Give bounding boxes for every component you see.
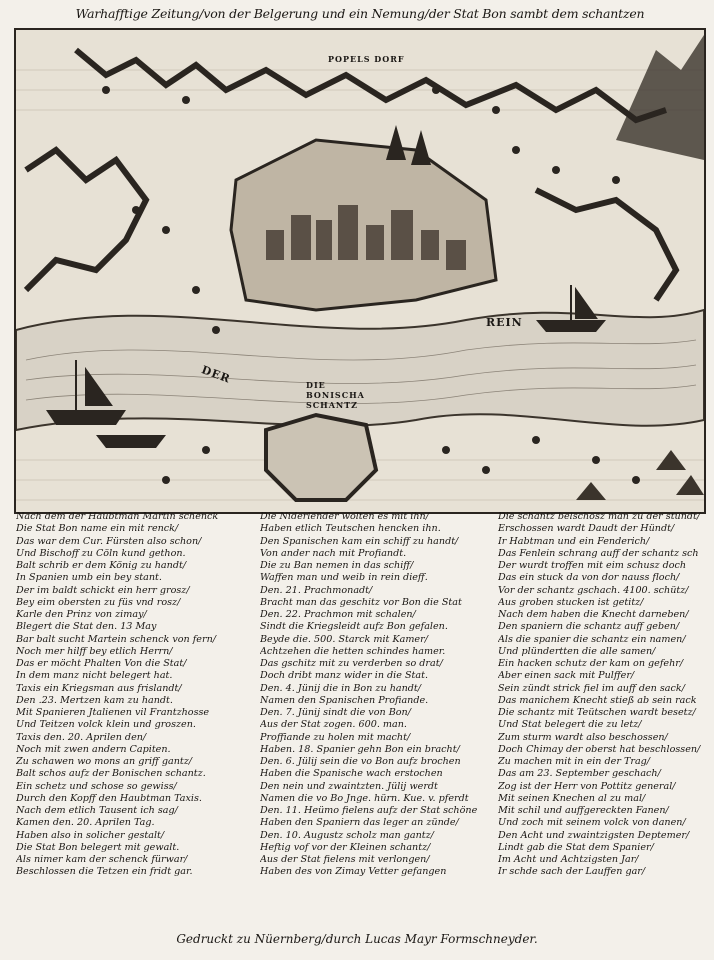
- verse-line: Im Acht und Achtzigsten Jar/: [498, 854, 639, 865]
- verse-line: Das er möcht Phalten Von die Stat/: [16, 658, 187, 669]
- label-river-right: REIN: [486, 316, 523, 329]
- printer-colophon: Gedruckt zu Nüernberg/durch Lucas Mayr Formschneyder.: [176, 932, 538, 946]
- verse-line: Die schantz mit Teütschen wardt besetz/: [498, 707, 696, 718]
- verse-line: Mit schil und auffgereckten Fanen/: [498, 805, 669, 816]
- verse-line: Doch dribt manz wider in die Stat.: [260, 670, 429, 682]
- verse-line: Den. 7. Jünij sindt die von Bon/: [260, 707, 411, 718]
- poem-text: [16, 511, 706, 921]
- verse-line: Namen die vo Bo Jnge. hürn. Kue. v. pferdt: [260, 792, 469, 804]
- verse-line: Namen den Spanischen Profiande.: [260, 694, 429, 706]
- verse-line: Aus der Stat fielens mit verlongen/: [260, 854, 430, 865]
- verse-line: Balt schos aufz der Bonischen schantz.: [16, 768, 206, 780]
- verse-line: Das manichem Knecht stieß ab sein rack: [498, 694, 697, 706]
- verse-line: Sein zündt strick fiel im auff den sack/: [498, 682, 685, 694]
- verse-line: Die zu Ban nemen in das schiff/: [260, 560, 414, 571]
- verse-line: Haben etlich Teutschen hencken ihn.: [260, 523, 441, 535]
- verse-line: In Spanien umb ein bey stant.: [16, 572, 162, 584]
- verse-line: Bracht man das geschitz vor Bon die Stat: [260, 596, 462, 608]
- verse-line: Haben die Spanische wach erstochen: [260, 768, 443, 780]
- verse-line: Und zoch mit seinem volck von danen/: [498, 817, 686, 829]
- verse-line: Das am 23. September geschach/: [498, 768, 661, 780]
- verse-line: Waffen man und weib in rein dieff.: [260, 572, 428, 584]
- verse-line: Heftig vof vor der Kleinen schantz/: [260, 841, 431, 853]
- verse-line: In dem manz nicht belegert hat.: [16, 670, 173, 682]
- verse-line: Zu schawen wo mons an griff gantz/: [16, 756, 193, 767]
- verse-line: Haben den Spaniern das leger an zünde/: [260, 817, 459, 829]
- verse-line: Den. 22. Prachmon mit schalen/: [260, 609, 416, 620]
- verse-line: Sindt die Kriegsleidt aufz Bon gefalen.: [260, 621, 448, 633]
- verse-line: Als nimer kam der schenck fürwar/: [16, 854, 188, 865]
- verse-line: Kamen den. 20. Aprilen Tag.: [16, 817, 155, 829]
- verse-line: Aus der Stat zogen. 600. man.: [260, 719, 407, 731]
- verse-line: Vor der schantz gschach. 4100. schütz/: [498, 584, 689, 596]
- text-column-2: [260, 511, 496, 879]
- verse-line: Aber einen sack mit Pulffer/: [498, 670, 635, 682]
- verse-line: Den. 4. Jünij die in Bon zu handt/: [260, 682, 422, 694]
- verse-line: Nach dem der Haubtman Martin schenck: [16, 511, 219, 522]
- verse-line: Taxis ein Kriegsman aus frislandt/: [16, 682, 182, 694]
- verse-line: Zog ist der Herr von Pottitz general/: [498, 780, 676, 792]
- verse-line: Und Stat belegert die zu letz/: [498, 719, 642, 731]
- verse-line: Beschlossen die Tetzen ein fridt gar.: [16, 866, 193, 878]
- verse-line: Von ander nach mit Profiandt.: [260, 547, 407, 559]
- verse-line: Mit Spanieren Jtalienen vil Frantzhosse: [16, 707, 210, 718]
- verse-line: Ir schde sach der Lauffen gar/: [498, 866, 646, 878]
- verse-line: Haben. 18. Spanier gehn Bon ein bracht/: [260, 743, 460, 755]
- siege-woodcut-map: [14, 28, 706, 514]
- label-river-left: DER: [199, 363, 233, 386]
- verse-line: Noch mit zwen andern Capiten.: [16, 743, 171, 755]
- verse-line: Den spaniern die schantz auff geben/: [498, 621, 680, 633]
- verse-line: Den. 21. Prachmonadt/: [260, 584, 373, 596]
- verse-line: Karle den Prinz von zimay/: [16, 609, 147, 620]
- verse-line: Den. 10. Augustz scholz man gantz/: [260, 829, 434, 841]
- verse-line: Zu machen mit in ein der Trag/: [498, 756, 651, 767]
- verse-line: Bar balt sucht Martein schenck von fern/: [16, 633, 216, 645]
- verse-line: Proffiande zu holen mit macht/: [260, 731, 411, 743]
- verse-line: Achtzehen die hetten schindes hamer.: [260, 645, 446, 657]
- verse-line: Beyde die. 500. Starck mit Kamer/: [260, 633, 428, 645]
- verse-line: Und plündertten die alle samen/: [498, 645, 656, 657]
- verse-line: Den Acht und zwaintzigsten Deptemer/: [498, 829, 690, 841]
- verse-line: Den .23. Mertzen kam zu handt.: [16, 694, 173, 706]
- verse-line: Erschossen wardt Daudt der Hündt/: [498, 523, 675, 535]
- text-column-1: [16, 511, 252, 879]
- verse-line: Das Fenlein schrang auff der schantz sch: [498, 547, 699, 559]
- verse-line: Den. 6. Jülij sein die vo Bon aufz brochen: [260, 756, 461, 767]
- text-column-3: [498, 511, 708, 879]
- verse-line: Die Stat Bon name ein mit renck/: [16, 523, 179, 535]
- verse-line: Das gschitz mit zu verderben so drat/: [260, 658, 443, 669]
- verse-line: Den nein und zwaintzten. Jülij werdt: [260, 780, 438, 792]
- verse-line: Ein hacken schutz der kam on gefehr/: [498, 658, 684, 669]
- verse-line: Haben also in solicher gestalt/: [16, 829, 165, 841]
- verse-line: Ir Habtman und ein Fenderich/: [498, 535, 650, 547]
- verse-line: Und Teitzen volck klein und groszen.: [16, 719, 196, 731]
- verse-line: Taxis den. 20. Aprilen den/: [16, 731, 147, 743]
- verse-line: Ein schetz und schose so gewiss/: [16, 780, 177, 792]
- verse-line: Blegert die Stat den. 13 May: [16, 621, 157, 633]
- verse-line: Als die spanier die schantz ein namen/: [498, 633, 686, 645]
- siege-illustration: [16, 30, 704, 512]
- verse-line: Das ein stuck da von dor nauss floch/: [498, 572, 680, 584]
- verse-line: Den Spanischen kam ein schiff zu handt/: [260, 535, 459, 547]
- verse-line: Das war dem Cur. Fürsten also schon/: [16, 535, 202, 547]
- verse-line: Der im baldt schickt ein herr grosz/: [16, 584, 190, 596]
- verse-line: Der wurdt troffen mit eim schusz doch: [498, 560, 687, 571]
- verse-line: Balt schrib er dem König zu handt/: [16, 560, 187, 571]
- verse-line: Nach dem etlich Tausent ich sag/: [16, 805, 178, 816]
- label-fort: DIE BONISCHA SCHANTZ: [306, 380, 365, 410]
- verse-line: Die Niderlender wolten es mit ihn/: [260, 511, 429, 522]
- verse-line: Mit seinen Knechen al zu mal/: [498, 792, 646, 804]
- verse-line: Aus groben stucken ist getitz/: [498, 596, 644, 608]
- verse-line: Lindt gab die Stat dem Spanier/: [498, 841, 654, 853]
- verse-line: Noch mer hilff bey etlich Herrn/: [16, 645, 173, 657]
- fort-schantz: [266, 415, 376, 500]
- verse-line: Und Bischoff zu Cöln kund gethon.: [16, 547, 186, 559]
- page-title: Warhafftige Zeitung/von der Belgerung und ein Nemung/der Stat Bon sambt dem schantzen: [75, 6, 645, 21]
- verse-line: Die schantz belschosz man zu der stundt/: [498, 511, 701, 522]
- verse-line: Zum sturm wardt also beschossen/: [498, 731, 668, 743]
- verse-line: Bey eim obersten zu füs vnd rosz/: [16, 596, 181, 608]
- verse-line: Durch den Kopff den Haubtman Taxis.: [16, 792, 202, 804]
- verse-line: Haben des von Zimay Vetter gefangen: [260, 866, 447, 878]
- label-village: POPELS DORF: [328, 54, 405, 64]
- verse-line: Die Stat Bon belegert mit gewalt.: [16, 841, 180, 853]
- verse-line: Den. 11. Heümo fielens aufz der Stat schöne: [260, 805, 478, 816]
- verse-line: Doch Chimay der oberst hat beschlossen/: [498, 743, 701, 755]
- verse-line: Nach dem haben die Knecht darneben/: [498, 609, 689, 620]
